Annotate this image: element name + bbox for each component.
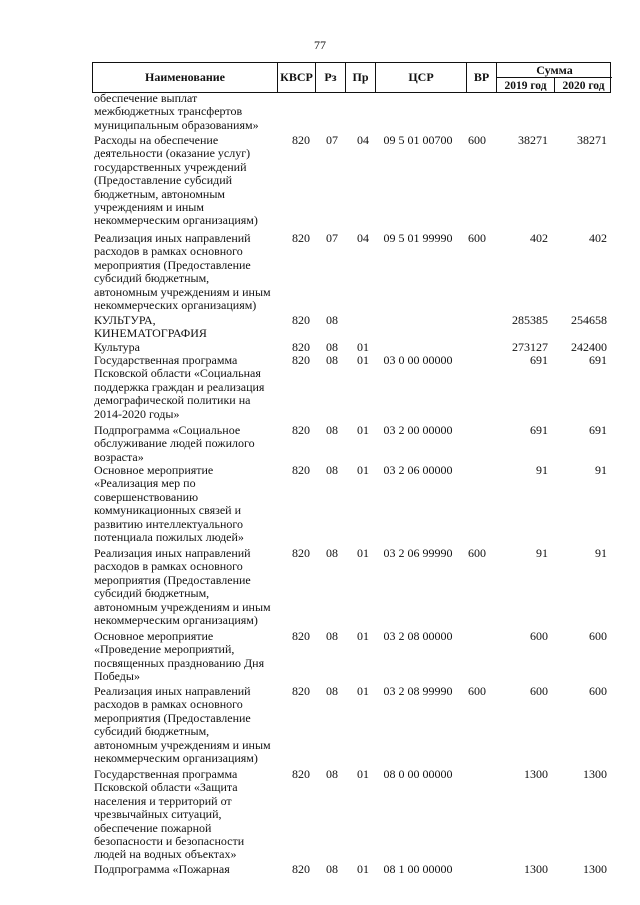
row-rz: 08	[326, 546, 338, 560]
row-sum-2019: 1300	[524, 862, 548, 876]
header-name: Наименование	[93, 63, 278, 92]
row-sum-2019: 600	[530, 629, 548, 643]
row-name: Основное мероприятие «Проведение мероприятий, посвященных празднованию Дня Победы»	[94, 629, 265, 684]
row-sum-2020: 1300	[583, 767, 607, 781]
header-csr: ЦСР	[376, 63, 467, 92]
row-vr: 600	[468, 546, 486, 560]
row-vr: 600	[468, 684, 486, 698]
row-kvsr: 820	[292, 313, 310, 327]
row-sum-2020: 91	[595, 463, 607, 477]
row-name: КУЛЬТУРА, КИНЕМАТОГРАФИЯ	[94, 313, 207, 341]
row-rz: 07	[326, 133, 338, 147]
row-rz: 08	[326, 463, 338, 477]
row-pr: 01	[357, 684, 369, 698]
header-rz: Рз	[316, 63, 346, 92]
row-sum-2020: 402	[589, 231, 607, 245]
row-name: Расходы на обеспечение деятельности (оказание услуг) государственных учреждений (Предоставление субсидий бюджетным, автономным учреждениям и иным некоммерческим организациям)	[94, 133, 258, 228]
row-csr: 09 5 01 99990	[383, 231, 453, 245]
header-2020: 2020 год	[562, 79, 605, 92]
row-sum-2019: 691	[530, 353, 548, 367]
row-rz: 08	[326, 423, 338, 437]
row-kvsr: 820	[292, 862, 310, 876]
table-header	[92, 62, 611, 93]
header-kvsr: КВСР	[278, 63, 316, 92]
header-summa-group	[497, 63, 612, 92]
row-csr: 08 1 00 00000	[383, 862, 453, 876]
row-pr: 01	[357, 353, 369, 367]
row-name: Подпрограмма «Пожарная	[94, 862, 230, 876]
row-kvsr: 820	[292, 546, 310, 560]
row-csr: 03 2 08 99990	[383, 684, 453, 698]
row-csr: 03 2 00 00000	[383, 423, 453, 437]
row-rz: 08	[326, 313, 338, 327]
row-pr: 01	[357, 423, 369, 437]
row-sum-2019: 38271	[518, 133, 548, 147]
row-sum-2019: 600	[530, 684, 548, 698]
row-name: Культура	[94, 340, 140, 354]
row-csr: 09 5 01 00700	[383, 133, 453, 147]
row-name: Реализация иных направлений расходов в рамках основного мероприятия (Предоставление субсидий бюджетным, автономным учреждениям и иным некоммерческим организациям)	[94, 546, 271, 628]
row-sum-2020: 600	[589, 684, 607, 698]
row-pr: 01	[357, 629, 369, 643]
row-kvsr: 820	[292, 231, 310, 245]
row-sum-2019: 91	[536, 463, 548, 477]
row-kvsr: 820	[292, 463, 310, 477]
row-sum-2019: 402	[530, 231, 548, 245]
row-sum-2020: 254658	[571, 313, 607, 327]
row-sum-2020: 691	[589, 353, 607, 367]
row-sum-2019: 691	[530, 423, 548, 437]
row-name: Реализация иных направлений расходов в рамках основного мероприятия (Предоставление субсидий бюджетным, автономным учреждениям и иным некоммерческих организациям)	[94, 231, 271, 313]
row-sum-2019: 91	[536, 546, 548, 560]
row-csr: 03 2 06 99990	[383, 546, 453, 560]
page-number: 77	[314, 38, 326, 52]
row-sum-2020: 38271	[577, 133, 607, 147]
row-pr: 01	[357, 767, 369, 781]
row-rz: 08	[326, 767, 338, 781]
row-sum-2019: 273127	[512, 340, 548, 354]
row-name: Подпрограмма «Социальное обслуживание людей пожилого возраста»	[94, 423, 255, 464]
row-pr: 01	[357, 340, 369, 354]
row-rz: 08	[326, 629, 338, 643]
row-pr: 01	[357, 463, 369, 477]
row-pr: 01	[357, 546, 369, 560]
row-name: обеспечение выплат межбюджетных трансфертов муниципальным образованиям»	[94, 91, 259, 132]
row-rz: 08	[326, 862, 338, 876]
row-rz: 08	[326, 340, 338, 354]
row-name: Реализация иных направлений расходов в рамках основного мероприятия (Предоставление субсидий бюджетным, автономным учреждениям и иным некоммерческим организациям)	[94, 684, 271, 766]
row-pr: 04	[357, 133, 369, 147]
row-vr: 600	[468, 133, 486, 147]
row-vr: 600	[468, 231, 486, 245]
row-sum-2020: 242400	[571, 340, 607, 354]
row-csr: 03 2 06 00000	[383, 463, 453, 477]
row-name: Государственная программа Псковской области «Социальная поддержка граждан и реализация демографической политики на 2014-2020 годы»	[94, 353, 265, 421]
header-pr: Пр	[346, 63, 376, 92]
row-kvsr: 820	[292, 629, 310, 643]
row-pr: 04	[357, 231, 369, 245]
row-csr: 03 0 00 00000	[383, 353, 453, 367]
row-kvsr: 820	[292, 353, 310, 367]
row-sum-2020: 600	[589, 629, 607, 643]
row-sum-2020: 691	[589, 423, 607, 437]
header-summa: Сумма	[497, 63, 612, 78]
row-name: Государственная программа Псковской области «Защита населения и территорий от чрезвычайных ситуаций, обеспечение пожарной безопасности и безопасности людей на водных объектах»	[94, 767, 245, 862]
row-csr: 08 0 00 00000	[383, 767, 453, 781]
row-csr: 03 2 08 00000	[383, 629, 453, 643]
row-kvsr: 820	[292, 767, 310, 781]
row-kvsr: 820	[292, 423, 310, 437]
row-kvsr: 820	[292, 684, 310, 698]
row-rz: 07	[326, 231, 338, 245]
row-kvsr: 820	[292, 340, 310, 354]
row-name: Основное мероприятие «Реализация мер по совершенствованию коммуникационных связей и развитию интеллектуального потенциала пожилых людей»	[94, 463, 244, 545]
row-rz: 08	[326, 353, 338, 367]
row-kvsr: 820	[292, 133, 310, 147]
row-rz: 08	[326, 684, 338, 698]
row-sum-2019: 1300	[524, 767, 548, 781]
row-sum-2019: 285385	[512, 313, 548, 327]
header-2019: 2019 год	[497, 78, 555, 93]
header-vr: ВР	[467, 63, 497, 92]
row-sum-2020: 91	[595, 546, 607, 560]
row-sum-2020: 1300	[583, 862, 607, 876]
row-pr: 01	[357, 862, 369, 876]
